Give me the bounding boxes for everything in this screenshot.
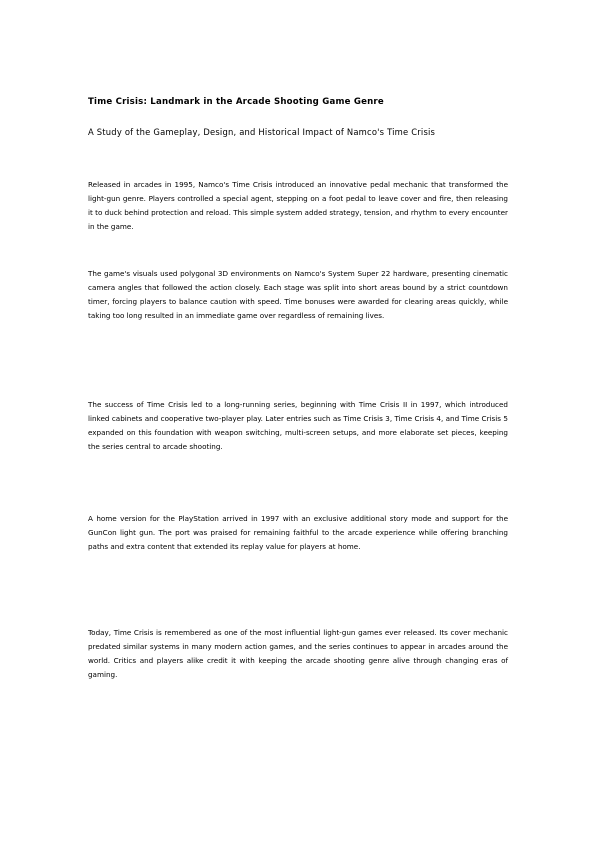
paragraph-5: Today, Time Crisis is remembered as one of the most influential light-gun games ever released. Its cover mechanic predated similar systems in many modern action games, and the series continues to appear in arcades around the world. Critics and players alike credit it with keeping the arcade shooting genre alive through changing eras of gaming. [88, 628, 508, 679]
paragraph-4: A home version for the PlayStation arrived in 1997 with an exclusive additional story mode and support for the GunCon light gun. The port was praised for remaining faithful to the arcade experience while offering branching paths and extra content that extended its replay value for players at home. [88, 514, 508, 551]
paragraph-3: The success of Time Crisis led to a long-running series, beginning with Time Crisis II in 1997, which introduced linked cabinets and cooperative two-player play. Later entries such as Time Crisis 3, Time Crisis 4, and Time Crisis 5 expanded on this foundation with weapon switching, multi-screen setups, and more elaborate set pieces, keeping the series central to arcade shooting. [88, 400, 508, 451]
paragraph-2: The game's visuals used polygonal 3D environments on Namco's System Super 22 hardware, presenting cinematic camera angles that followed the action closely. Each stage was split into short areas bound by a strict countdown timer, forcing players to balance caution with speed. Time bonuses were awarded for clearing areas quickly, while taking too long resulted in an immediate game over regardless of remaining lives. [88, 269, 508, 320]
document-title: Time Crisis: Landmark in the Arcade Shooting Game Genre [88, 97, 384, 107]
document-subtitle: A Study of the Gameplay, Design, and Historical Impact of Namco's Time Crisis [88, 127, 436, 137]
paragraph-1: Released in arcades in 1995, Namco's Time Crisis introduced an innovative pedal mechanic that transformed the light-gun genre. Players controlled a special agent, stepping on a foot pedal to leave cover and fire, then releasing it to duck behind protection and reload. This simple system added strategy, tension, and rhythm to every encounter in the game. [88, 180, 508, 231]
